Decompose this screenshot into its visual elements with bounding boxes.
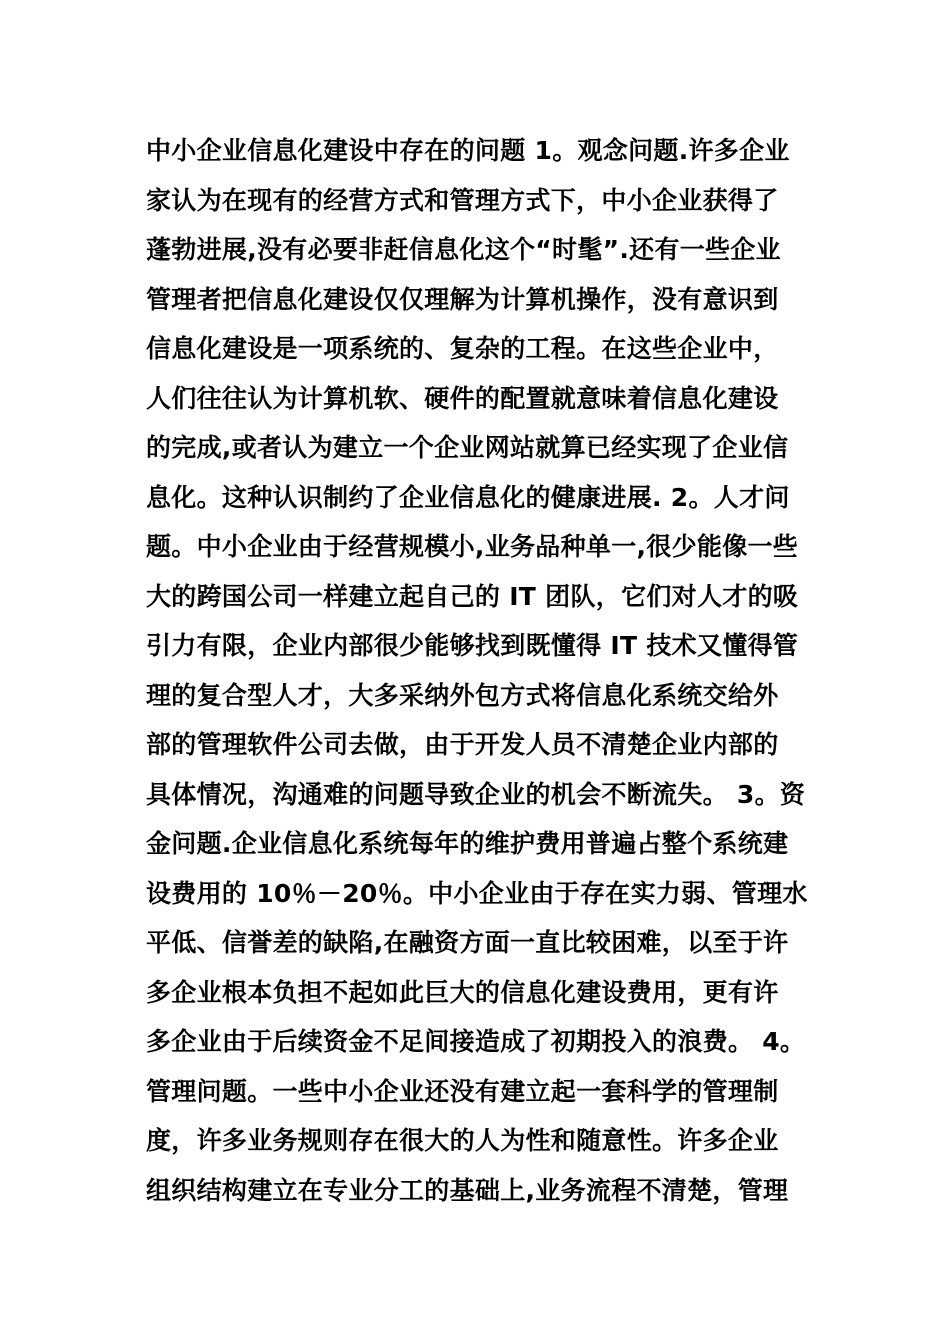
text-line: 引力有限，企业内部很少能够找到既懂得 IT 技术又懂得管 [146,631,799,660]
text-line: 管理问题。一些中小企业还没有建立起一套科学的管理制 [146,1076,779,1106]
text-line: 人们往往认为计算机软、硬件的配置就意味着信息化建设 [146,383,779,413]
text-line: 大的跨国公司一样建立起自己的 IT 团队，它们对人才的吸 [146,581,799,611]
text-line: 组织结构建立在专业分工的基础上,业务流程不清楚，管理 [146,1175,789,1205]
text-line: 部的管理软件公司去做，由于开发人员不清楚企业内部的 [146,730,779,759]
text-line: 中小企业信息化建设中存在的问题 1。观念问题.许多企业 [146,136,790,165]
text-line: 设费用的 10％－20％。中小企业由于存在实力弱、管理水 [146,878,808,908]
text-line: 信息化建设是一项系统的、复杂的工程。在这些企业中， [146,334,779,363]
text-line: 蓬勃进展,没有必要非赶信息化这个“时髦”.还有一些企业 [146,235,781,264]
text-line: 管理者把信息化建设仅仅理解为计算机操作，没有意识到 [146,284,779,314]
text-line: 息化。这种认识制约了企业信息化的健康进展. 2。人才问 [146,482,790,512]
text-line: 家认为在现有的经营方式和管理方式下，中小企业获得了 [146,185,779,215]
text-line: 多企业根本负担不起如此巨大的信息化建设费用，更有许 [146,977,779,1007]
text-line: 平低、信誉差的缺陷,在融资方面一直比较困难，以至于许 [146,928,789,957]
text-line: 理的复合型人才，大多采纳外包方式将信息化系统交给外 [146,680,779,710]
text-line: 具体情况，沟通难的问题导致企业的机会不断流失。 3。资 [146,779,806,809]
text-line: 度，许多业务规则存在很大的人为性和随意性。许多企业 [146,1126,779,1155]
text-line: 金问题.企业信息化系统每年的维护费用普遍占整个系统建 [146,829,789,858]
text-line: 题。中小企业由于经营规模小,业务品种单一,很少能像一些 [146,532,799,561]
text-line: 的完成,或者认为建立一个企业网站就算已经实现了企业信 [146,433,789,462]
body-text [146,126,814,1215]
text-line: 多企业由于后续资金不足间接造成了初期投入的浪费。 4。 [146,1027,806,1056]
